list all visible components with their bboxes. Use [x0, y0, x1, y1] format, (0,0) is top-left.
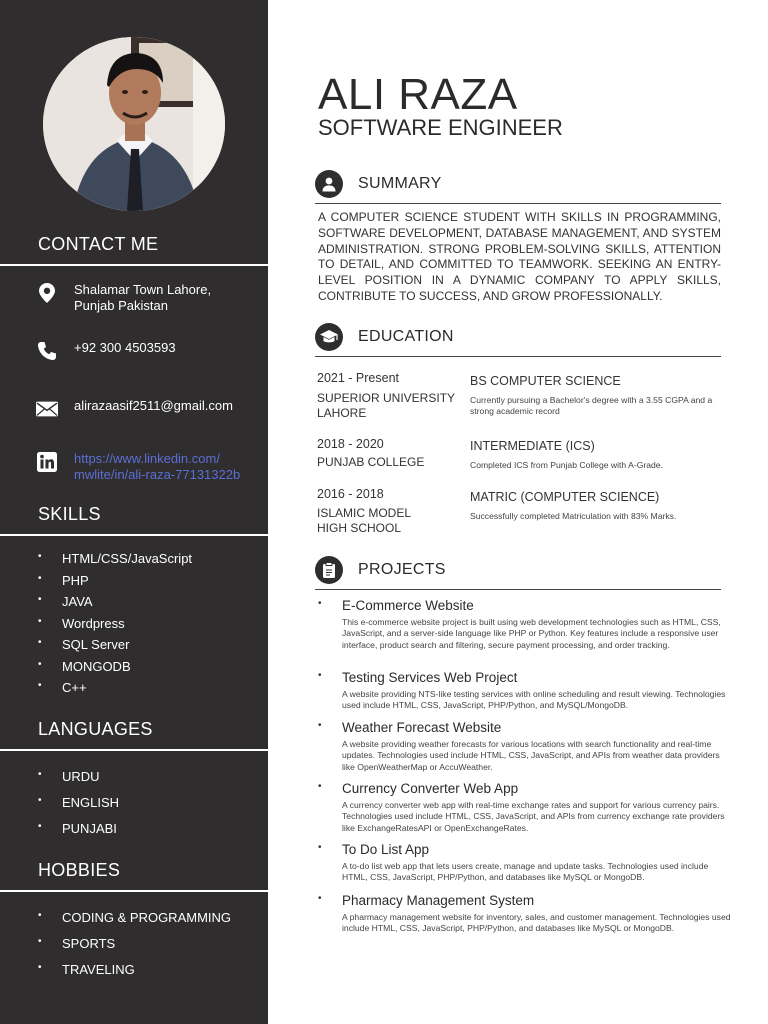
- bullet-icon: •: [318, 720, 322, 731]
- project-item: [318, 891, 734, 953]
- project-description: A currency converter web app with real-time exchange rates and support for various currency pairs. Technologies used include HTML, CSS, JavaScript, and APIs from currency exchange rate providers like ExchangeRatesAPI or OpenExchangeRates.: [342, 800, 725, 833]
- clipboard-icon: [315, 556, 343, 584]
- skill-item: • SQL Server: [38, 637, 192, 659]
- bullet-icon: •: [318, 670, 322, 681]
- project-item: [318, 779, 734, 840]
- skill-item: • Wordpress: [38, 616, 192, 638]
- bullet-icon: •: [318, 781, 322, 792]
- education-heading: EDUCATION: [358, 328, 454, 345]
- education-description: Successfully completed Matriculation with 83% Marks.: [470, 511, 677, 521]
- bullet-icon: •: [318, 598, 322, 609]
- skill-item: • C++: [38, 680, 192, 702]
- email-text[interactable]: alirazaasif2511@gmail.com: [74, 398, 233, 413]
- education-date: 2016 - 2018: [317, 487, 384, 501]
- projects-heading: PROJECTS: [358, 561, 446, 578]
- phone-text[interactable]: +92 300 4503593: [74, 340, 176, 355]
- language-item: • ENGLISH: [38, 795, 119, 821]
- project-title: Currency Converter Web App: [342, 781, 519, 796]
- main-content: [268, 0, 768, 1024]
- languages-list: [38, 769, 119, 847]
- project-item: [318, 840, 734, 891]
- contact-divider: [0, 264, 268, 266]
- contact-address: [36, 282, 211, 314]
- skills-list: [38, 551, 192, 702]
- profile-photo: [43, 37, 225, 211]
- sidebar: [0, 0, 268, 1024]
- candidate-title: SOFTWARE ENGINEER: [318, 115, 563, 140]
- summary-text: A COMPUTER SCIENCE STUDENT WITH SKILLS IN PROGRAMMING, SOFTWARE DEVELOPMENT, DATABASE MANAGEMENT, AND SYSTEM ADMINISTRATION. STRONG PROBLEM-SOLVING SKILLS, ATTENTION TO DETAIL, AND COMMITTED TO TEAMWORK. SEEKING AN ENTRY-LEVEL POSITION IN A DYNAMIC COMPANY TO APPLY SKILLS, CONTRIBUTE TO SUCCESS, AND GROW PROFESSIONALLY.: [318, 210, 721, 303]
- hobbies-list: [38, 910, 231, 988]
- project-item: [318, 668, 734, 718]
- envelope-icon: [36, 398, 58, 420]
- contact-phone: [36, 340, 176, 362]
- language-item: • PUNJABI: [38, 821, 119, 847]
- education-school: PUNJAB COLLEGE: [317, 455, 425, 469]
- skills-divider: [0, 534, 268, 536]
- phone-icon: [36, 340, 58, 362]
- skills-heading: SKILLS: [38, 504, 101, 524]
- project-item: [318, 596, 734, 668]
- contact-linkedin: [36, 451, 240, 483]
- candidate-name: ALI RAZA: [318, 70, 518, 119]
- contact-email: [36, 398, 233, 420]
- education-degree: INTERMEDIATE (ICS): [470, 439, 595, 453]
- education-date: 2018 - 2020: [317, 437, 384, 451]
- project-title: To Do List App: [342, 842, 430, 857]
- address-text: Shalamar Town Lahore, Punjab Pakistan: [74, 282, 212, 313]
- project-description: A pharmacy management website for inventory, sales, and customer management. Technologies used include HTML, CSS, JavaScript, PHP/Python, and databases like MySQL or MongoDB.: [342, 912, 731, 934]
- graduation-cap-icon: [315, 323, 343, 351]
- skill-item: • HTML/CSS/JavaScript: [38, 551, 192, 573]
- hobby-item: • SPORTS: [38, 936, 231, 962]
- languages-heading: LANGUAGES: [38, 719, 153, 739]
- education-date: 2021 - Present: [317, 371, 399, 385]
- language-item: • URDU: [38, 769, 119, 795]
- summary-heading: SUMMARY: [358, 175, 442, 192]
- skill-item: • JAVA: [38, 594, 192, 616]
- project-item: [318, 718, 734, 779]
- education-description: Completed ICS from Punjab College with A-Grade.: [470, 460, 663, 470]
- education-description: Currently pursuing a Bachelor's degree with a 3.55 CGPA and a strong academic record: [470, 395, 713, 417]
- user-icon: [315, 170, 343, 198]
- project-title: Weather Forecast Website: [342, 720, 502, 735]
- hobbies-heading: HOBBIES: [38, 860, 121, 880]
- hobby-item: • TRAVELING: [38, 962, 231, 988]
- hobbies-divider: [0, 890, 268, 892]
- project-title: Testing Services Web Project: [342, 670, 518, 685]
- project-description: This e-commerce website project is built using web development technologies such as HTML, CSS, JavaScript, and a server-side language like PHP or Python. Key features include a responsive user interface, product search and filtering, secure payment processing, and order tracking.: [342, 617, 721, 650]
- education-school: ISLAMIC MODEL HIGH SCHOOL: [317, 506, 412, 535]
- linkedin-icon: [36, 451, 58, 473]
- projects-list: [318, 596, 734, 953]
- location-pin-icon: [36, 282, 58, 304]
- project-description: A to-do list web app that lets users create, manage and update tasks. Technologies used include HTML, CSS, JavaScript, PHP/Python, and databases like MySQL or MongoDB.: [342, 861, 709, 883]
- skill-item: • MONGODB: [38, 659, 192, 681]
- education-divider: [315, 356, 721, 357]
- summary-divider: [315, 203, 721, 204]
- projects-divider: [315, 589, 721, 590]
- hobby-item: • CODING & PROGRAMMING: [38, 910, 231, 936]
- education-degree: BS COMPUTER SCIENCE: [470, 374, 621, 388]
- bullet-icon: •: [318, 893, 322, 904]
- skill-item: • PHP: [38, 573, 192, 595]
- education-school: SUPERIOR UNIVERSITY LAHORE: [317, 391, 456, 420]
- bullet-icon: •: [318, 842, 322, 853]
- education-degree: MATRIC (COMPUTER SCIENCE): [470, 490, 660, 504]
- contact-heading: CONTACT ME: [38, 234, 159, 254]
- project-title: Pharmacy Management System: [342, 893, 535, 908]
- project-description: A website providing weather forecasts for various locations with search functionality and real-time updates. Technologies used include HTML, CSS, JavaScript, and APIs from weather data providers like OpenWeatherMap or AccuWeather.: [342, 739, 720, 772]
- linkedin-link[interactable]: https://www.linkedin.com/ mwlite/in/ali-raza-77131322b: [74, 451, 241, 482]
- project-title: E-Commerce Website: [342, 598, 474, 613]
- project-description: A website providing NTS-like testing services with online scheduling and result viewing. Technologies used include HTML, CSS, JavaScript, PHP/Python, and MySQL/MongoDB.: [342, 689, 726, 711]
- languages-divider: [0, 749, 268, 751]
